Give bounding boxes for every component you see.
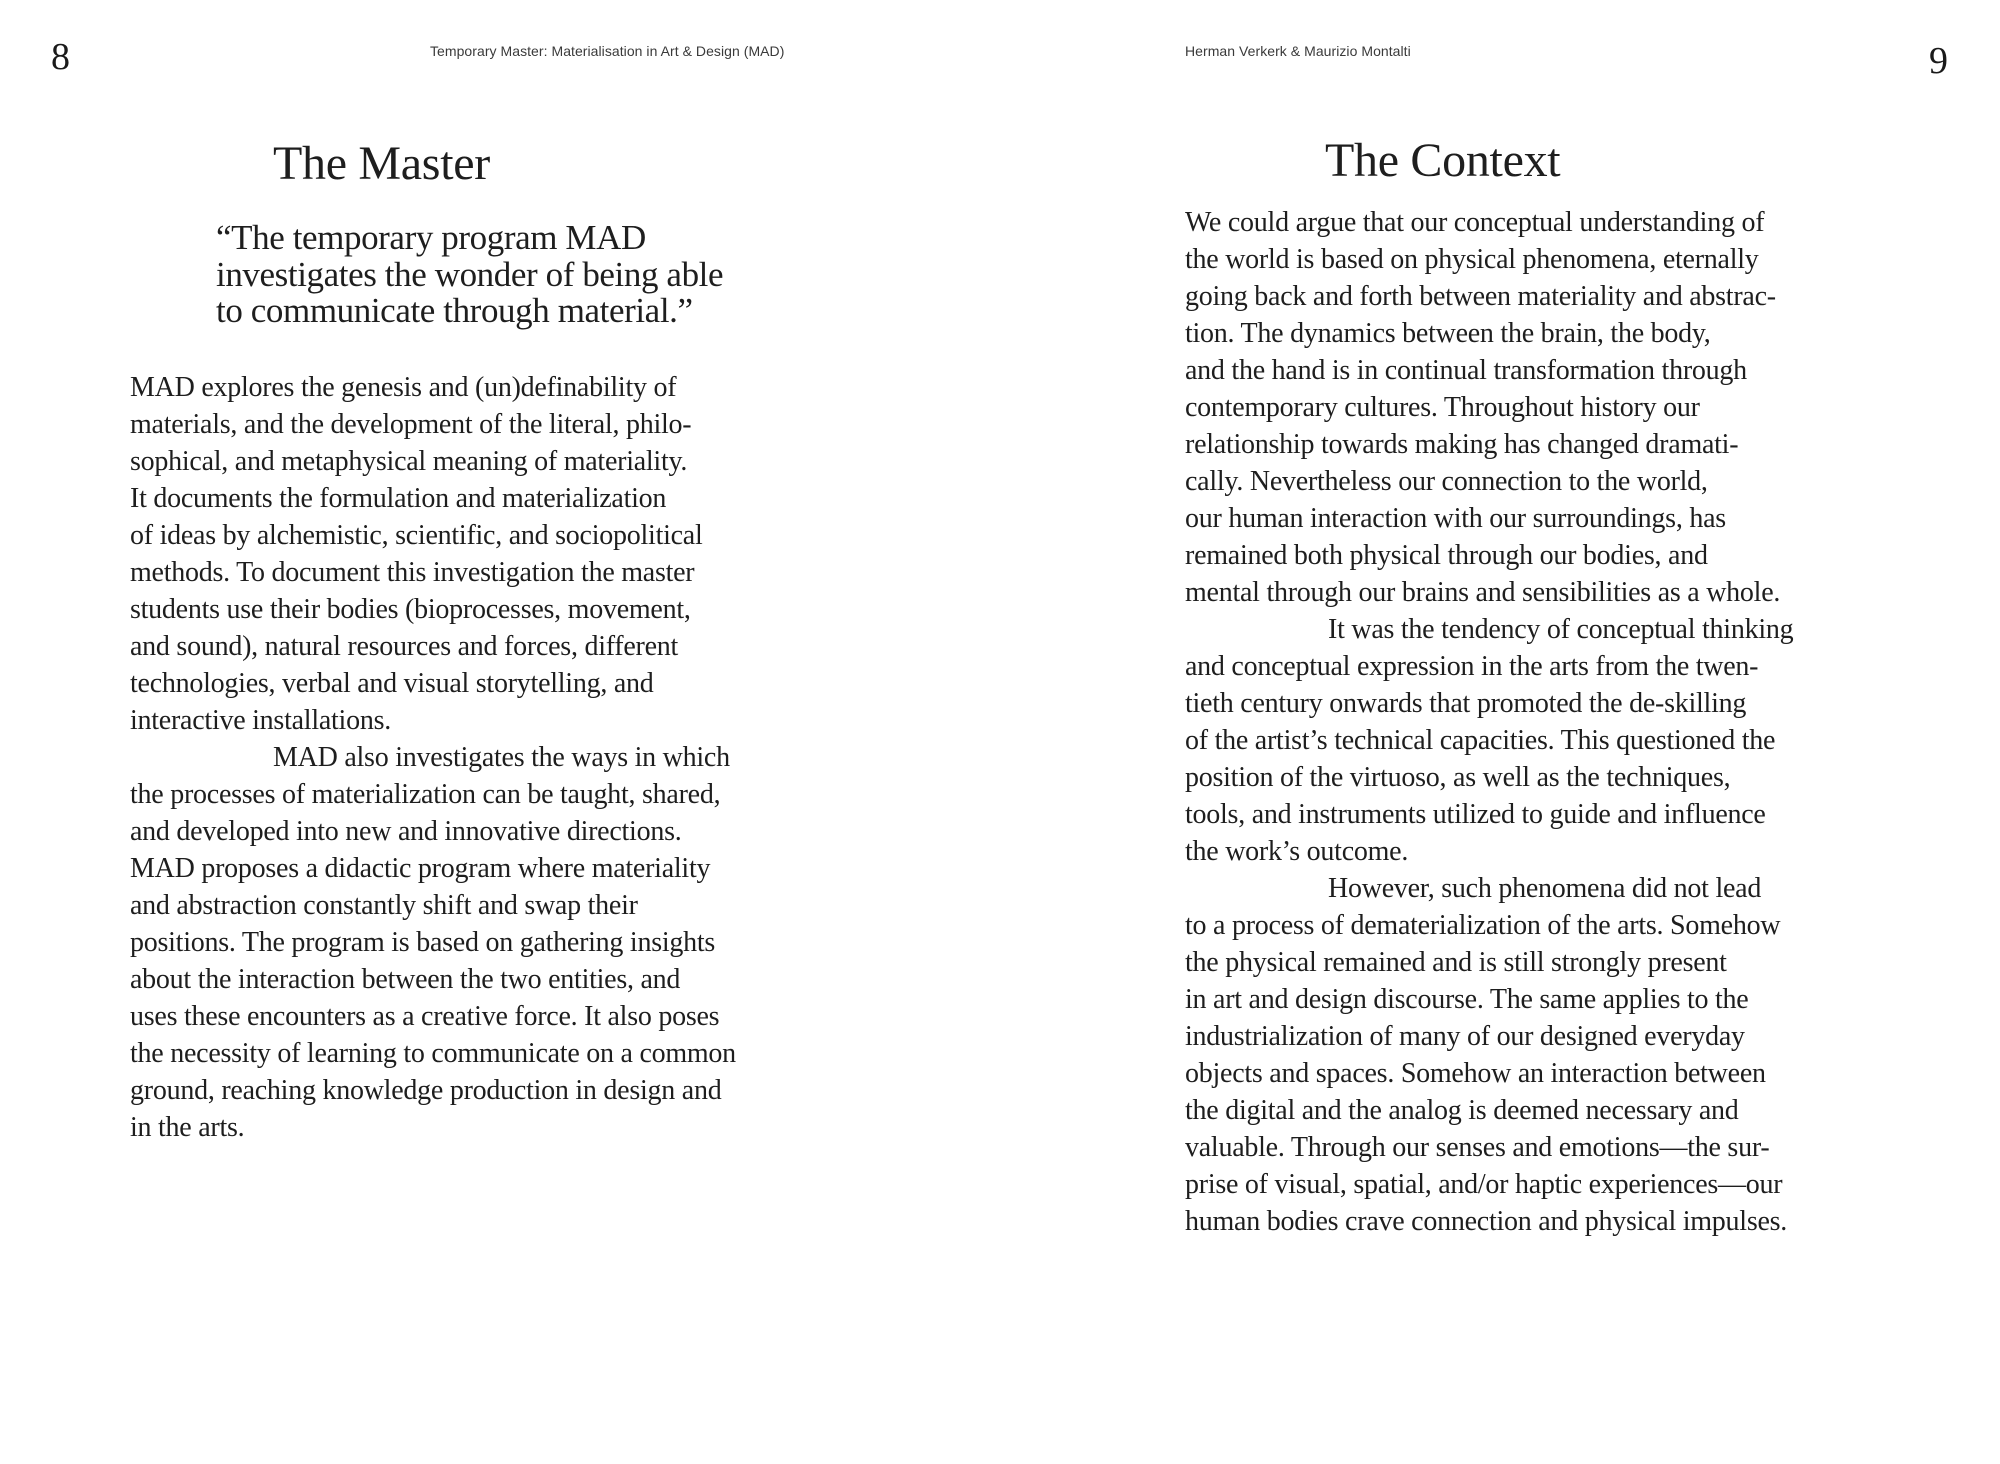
paragraph-first-line: However, such phenomena did not lead	[1328, 873, 1762, 904]
page-number-right: 9	[1929, 40, 1948, 82]
text-line: and the hand is in continual transformation through	[1185, 355, 1747, 386]
text-line: and abstraction constantly shift and swap their	[130, 890, 638, 921]
text-line: It documents the formulation and materialization	[130, 483, 667, 514]
text-line: the world is based on physical phenomena, eternally	[1185, 244, 1759, 275]
text-line: in the arts.	[130, 1112, 245, 1143]
text-line: relationship towards making has changed dramati-	[1185, 429, 1739, 460]
running-header-right: Herman Verkerk & Maurizio Montalti	[1185, 43, 1411, 59]
text-line: of ideas by alchemistic, scientific, and sociopolitical	[130, 520, 703, 551]
pull-quote-line: “The temporary program MAD	[216, 218, 646, 257]
text-line: objects and spaces. Somehow an interaction between	[1185, 1058, 1766, 1089]
text-line: in art and design discourse. The same applies to the	[1185, 984, 1749, 1015]
text-line: positions. The program is based on gathering insights	[130, 927, 716, 958]
text-line: tools, and instruments utilized to guide and influence	[1185, 799, 1766, 830]
text-line: the physical remained and is still strongly present	[1185, 947, 1727, 978]
text-line: sophical, and metaphysical meaning of materiality.	[130, 446, 688, 477]
text-line: the processes of materialization can be taught, shared,	[130, 779, 721, 810]
text-line: valuable. Through our senses and emotions—the sur-	[1185, 1132, 1770, 1163]
text-line: methods. To document this investigation the master	[130, 557, 695, 588]
text-line: MAD explores the genesis and (un)definability of	[130, 372, 677, 403]
section-title-context: The Context	[1325, 134, 1561, 187]
text-line: prise of visual, spatial, and/or haptic experiences—our	[1185, 1169, 1783, 1200]
text-line: the necessity of learning to communicate on a common	[130, 1038, 736, 1069]
page-number-left: 8	[51, 36, 70, 78]
text-line: and conceptual expression in the arts from the twen-	[1185, 651, 1759, 682]
pull-quote-line: to communicate through material.”	[216, 291, 693, 330]
text-line: tieth century onwards that promoted the de-skilling	[1185, 688, 1747, 719]
body-text-master	[130, 369, 830, 1146]
text-line: the digital and the analog is deemed necessary and	[1185, 1095, 1739, 1126]
text-line: the work’s outcome.	[1185, 836, 1409, 867]
text-line: materials, and the development of the literal, philo-	[130, 409, 692, 440]
body-text-context	[1185, 204, 1885, 1240]
text-line: human bodies crave connection and physical impulses.	[1185, 1206, 1788, 1237]
text-line: about the interaction between the two entities, and	[130, 964, 681, 995]
text-line: mental through our brains and sensibilities as a whole.	[1185, 577, 1781, 608]
right-page	[1000, 0, 2000, 1464]
paragraph-first-line: MAD also investigates the ways in which	[273, 742, 730, 773]
paragraph-first-line: It was the tendency of conceptual thinking	[1328, 614, 1794, 645]
section-title-master: The Master	[273, 137, 490, 190]
text-line: uses these encounters as a creative force. It also poses	[130, 1001, 720, 1032]
text-line: ground, reaching knowledge production in design and	[130, 1075, 722, 1106]
text-line: We could argue that our conceptual understanding of	[1185, 207, 1765, 238]
text-line: tion. The dynamics between the brain, the body,	[1185, 318, 1711, 349]
running-header-left: Temporary Master: Materialisation in Art & Design (MAD)	[430, 43, 785, 59]
text-line: cally. Nevertheless our connection to the world,	[1185, 466, 1708, 497]
text-line: and developed into new and innovative directions.	[130, 816, 682, 847]
text-line: interactive installations.	[130, 705, 391, 736]
text-line: MAD proposes a didactic program where materiality	[130, 853, 711, 884]
text-line: industrialization of many of our designed everyday	[1185, 1021, 1745, 1052]
pull-quote-line: investigates the wonder of being able	[216, 254, 724, 294]
text-line: position of the virtuoso, as well as the techniques,	[1185, 762, 1731, 793]
pull-quote	[216, 220, 723, 330]
text-line: and sound), natural resources and forces, different	[130, 631, 679, 662]
text-line: students use their bodies (bioprocesses, movement,	[130, 594, 691, 625]
text-line: remained both physical through our bodies, and	[1185, 540, 1708, 571]
text-line: contemporary cultures. Throughout history our	[1185, 392, 1700, 423]
text-line: to a process of dematerialization of the arts. Somehow	[1185, 910, 1781, 941]
text-line: going back and forth between materiality and abstrac-	[1185, 281, 1776, 312]
text-line: of the artist’s technical capacities. This questioned the	[1185, 725, 1776, 756]
text-line: our human interaction with our surroundings, has	[1185, 503, 1726, 534]
text-line: technologies, verbal and visual storytelling, and	[130, 668, 654, 699]
